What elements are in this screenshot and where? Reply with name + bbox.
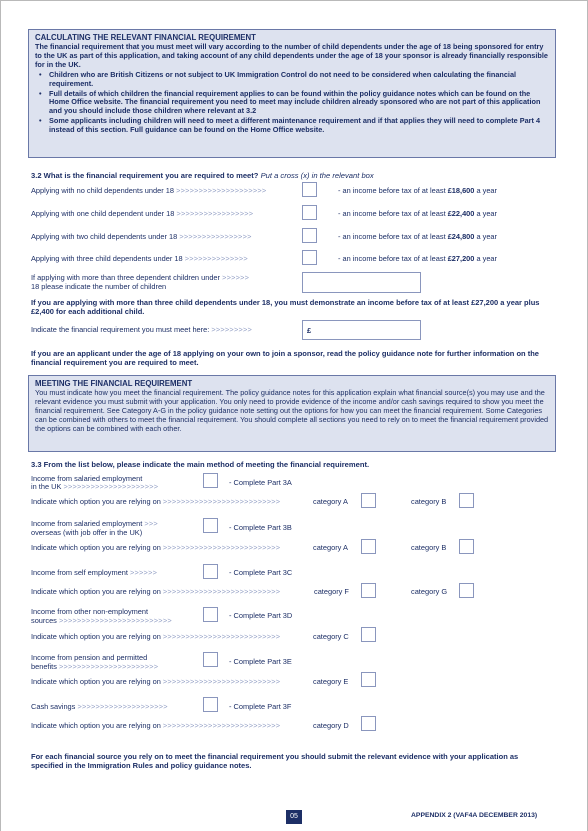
calculating-bullet-list [35,71,549,135]
indicate-requirement-label: Indicate the financial requirement you must meet here: >>>>>>>>> [31,325,253,334]
requirement-checkbox-one[interactable] [302,205,317,220]
bullet-item: • Some applicants including children will need to meet a different maintenance requirement and if that applies they will need to complete Part 4 instead of this section. Full guidance can be found on the Home Office website. [49,117,549,135]
calculating-requirement-box [28,29,556,158]
category-label: category A [313,543,348,552]
category-label: category B [411,543,447,552]
source-label-pension: Income from pension and permitted [31,653,148,662]
source-label-non-employment: Income from other non-employment [31,607,149,616]
source-label-line2: overseas (with job offer in the UK) [31,528,143,537]
source-label-line2: sources >>>>>>>>>>>>>>>>>>>>>>>>> [31,616,172,625]
box-title-meeting: MEETING THE FINANCIAL REQUIREMENT [35,379,193,388]
source-label-line2: benefits >>>>>>>>>>>>>>>>>>>>>> [31,662,159,671]
category-label: category A [313,497,348,506]
relying-on-label: Indicate which option you are relying on >>>>>>>>>>>>>>>>>>>>>>>>>> [31,677,281,686]
requirement-row-label: Applying with no child dependents under 18 >>>>>>>>>>>>>>>>>>>> [31,186,267,195]
relying-on-label: Indicate which option you are relying on >>>>>>>>>>>>>>>>>>>>>>>>>> [31,587,281,596]
requirement-amount-none: - an income before tax of at least £18,600 a year [338,186,498,195]
source-label-self-employment: Income from self employment >>>>>> [31,568,158,577]
page-number: 05 [286,810,302,824]
category-label: category G [411,587,448,596]
complete-part-3d: - Complete Part 3D [229,611,293,620]
under-18-note: If you are an applicant under the age of 18 applying on your own to join a sponsor, read the policy guidance note for further information on the financial requirement you are required to meet. [31,349,539,367]
requirement-checkbox-two[interactable] [302,228,317,243]
number-of-children-field[interactable] [302,272,421,293]
meeting-requirement-box [28,375,556,452]
more-children-label: If applying with more than three dependent children under >>>>>> [31,273,250,282]
category-label: category D [313,721,349,730]
more-than-three-note: If you are applying with more than three child dependents under 18, you must demonstrate an income before tax of at least £27,200 a year plus £2,400 for each additional child. [31,298,540,316]
box-text-meeting: You must indicate how you meet the financial requirement. The policy guidance notes for this application explain what financial source(s) you may use and the relevant evidence you must submit with your application. You only need to provide evidence of the income and/or cash savings required to show you meet the financial requirement. See Category A-G in the policy guidance note setting out the options for how you can meet the financial requirement. Some Categories can be combined with others to meet the financial requirement. You should complete all sections you need to rely on to meet the financial requirement provided the options can be combined with each other. [35,388,549,433]
source-checkbox-non-employment[interactable] [203,607,218,622]
relying-on-label: Indicate which option you are relying on >>>>>>>>>>>>>>>>>>>>>>>>>> [31,632,281,641]
complete-part-3e: - Complete Part 3E [229,657,292,666]
category-checkbox[interactable] [459,539,474,554]
category-label: category C [313,632,349,641]
source-label-overseas-employment: Income from salaried employment >>> [31,519,158,528]
source-label-line2: in the UK >>>>>>>>>>>>>>>>>>>>> [31,482,159,491]
requirement-amount-three: - an income before tax of at least £27,200 a year [338,254,498,263]
category-checkbox[interactable] [361,716,376,731]
requirement-checkbox-three[interactable] [302,250,317,265]
source-checkbox-cash-savings[interactable] [203,697,218,712]
requirement-checkbox-none[interactable] [302,182,317,197]
question-3-2-hint: Put a cross (x) in the relevant box [260,171,374,180]
category-checkbox[interactable] [459,493,474,508]
category-checkbox[interactable] [361,493,376,508]
category-checkbox[interactable] [361,627,376,642]
category-label: category B [411,497,447,506]
source-label-uk-employment: Income from salaried employment [31,474,143,483]
requirement-amount-two: - an income before tax of at least £24,800 a year [338,232,498,241]
relying-on-label: Indicate which option you are relying on >>>>>>>>>>>>>>>>>>>>>>>>>> [31,721,281,730]
page-edge-left [0,0,1,831]
requirement-row-label: Applying with one child dependent under 18 >>>>>>>>>>>>>>>>> [31,209,254,218]
requirement-row-label: Applying with three child dependents under 18 >>>>>>>>>>>>>> [31,254,248,263]
relying-on-label: Indicate which option you are relying on >>>>>>>>>>>>>>>>>>>>>>>>>> [31,543,281,552]
box-title-calculating: CALCULATING THE RELEVANT FINANCIAL REQUIREMENT [35,33,256,42]
currency-symbol: £ [307,326,312,335]
source-checkbox-self-employment[interactable] [203,564,218,579]
more-children-label-line2: 18 please indicate the number of children [31,282,167,291]
evidence-note: For each financial source you rely on to meet the financial requirement you should submit the relevant evidence with your application as specified in the Immigration Rules and policy guidance notes. [31,752,519,770]
appendix-label: APPENDIX 2 (VAF4A DECEMBER 2013) [411,812,538,819]
box-intro-calculating: The financial requirement that you must meet will vary according to the number of child dependents under the age of 18 being sponsored for entry to the UK as part of this application, and taking account of any child dependents under the age of 18 your sponsor is already financially responsible for in the UK. [35,42,548,69]
question-3-3: 3.3 From the list below, please indicate the main method of meeting the financial requirement. [31,460,370,469]
complete-part-3f: - Complete Part 3F [229,702,292,711]
complete-part-3c: - Complete Part 3C [229,568,293,577]
question-3-2 [31,171,374,180]
relying-on-label: Indicate which option you are relying on >>>>>>>>>>>>>>>>>>>>>>>>>> [31,497,281,506]
source-checkbox-overseas-employment[interactable] [203,518,218,533]
source-checkbox-pension[interactable] [203,652,218,667]
financial-requirement-field[interactable] [302,320,421,340]
bullet-item: • Full details of which children the financial requirement applies to can be found within the policy guidance notes which can be found on the Home Office website. The financial requirement you need to meet may include children already sponsored who are not part of this application and you should include those children where relevant at 3.2 [49,90,549,117]
category-checkbox[interactable] [459,583,474,598]
category-checkbox[interactable] [361,672,376,687]
category-label: category E [313,677,349,686]
category-checkbox[interactable] [361,539,376,554]
complete-part-3b: - Complete Part 3B [229,523,292,532]
question-3-2-text: 3.2 What is the financial requirement you are required to meet? [31,171,259,180]
category-label: category F [314,587,349,596]
requirement-amount-one: - an income before tax of at least £22,400 a year [338,209,498,218]
source-checkbox-uk-employment[interactable] [203,473,218,488]
bullet-item: • Children who are British Citizens or not subject to UK Immigration Control do not need to be considered when calculating the financial requirement. [49,71,549,89]
category-checkbox[interactable] [361,583,376,598]
page-edge-top [0,0,588,1]
requirement-row-label: Applying with two child dependents under 18 >>>>>>>>>>>>>>>> [31,232,252,241]
complete-part-3a: - Complete Part 3A [229,478,292,487]
source-label-cash-savings: Cash savings >>>>>>>>>>>>>>>>>>>> [31,702,168,711]
